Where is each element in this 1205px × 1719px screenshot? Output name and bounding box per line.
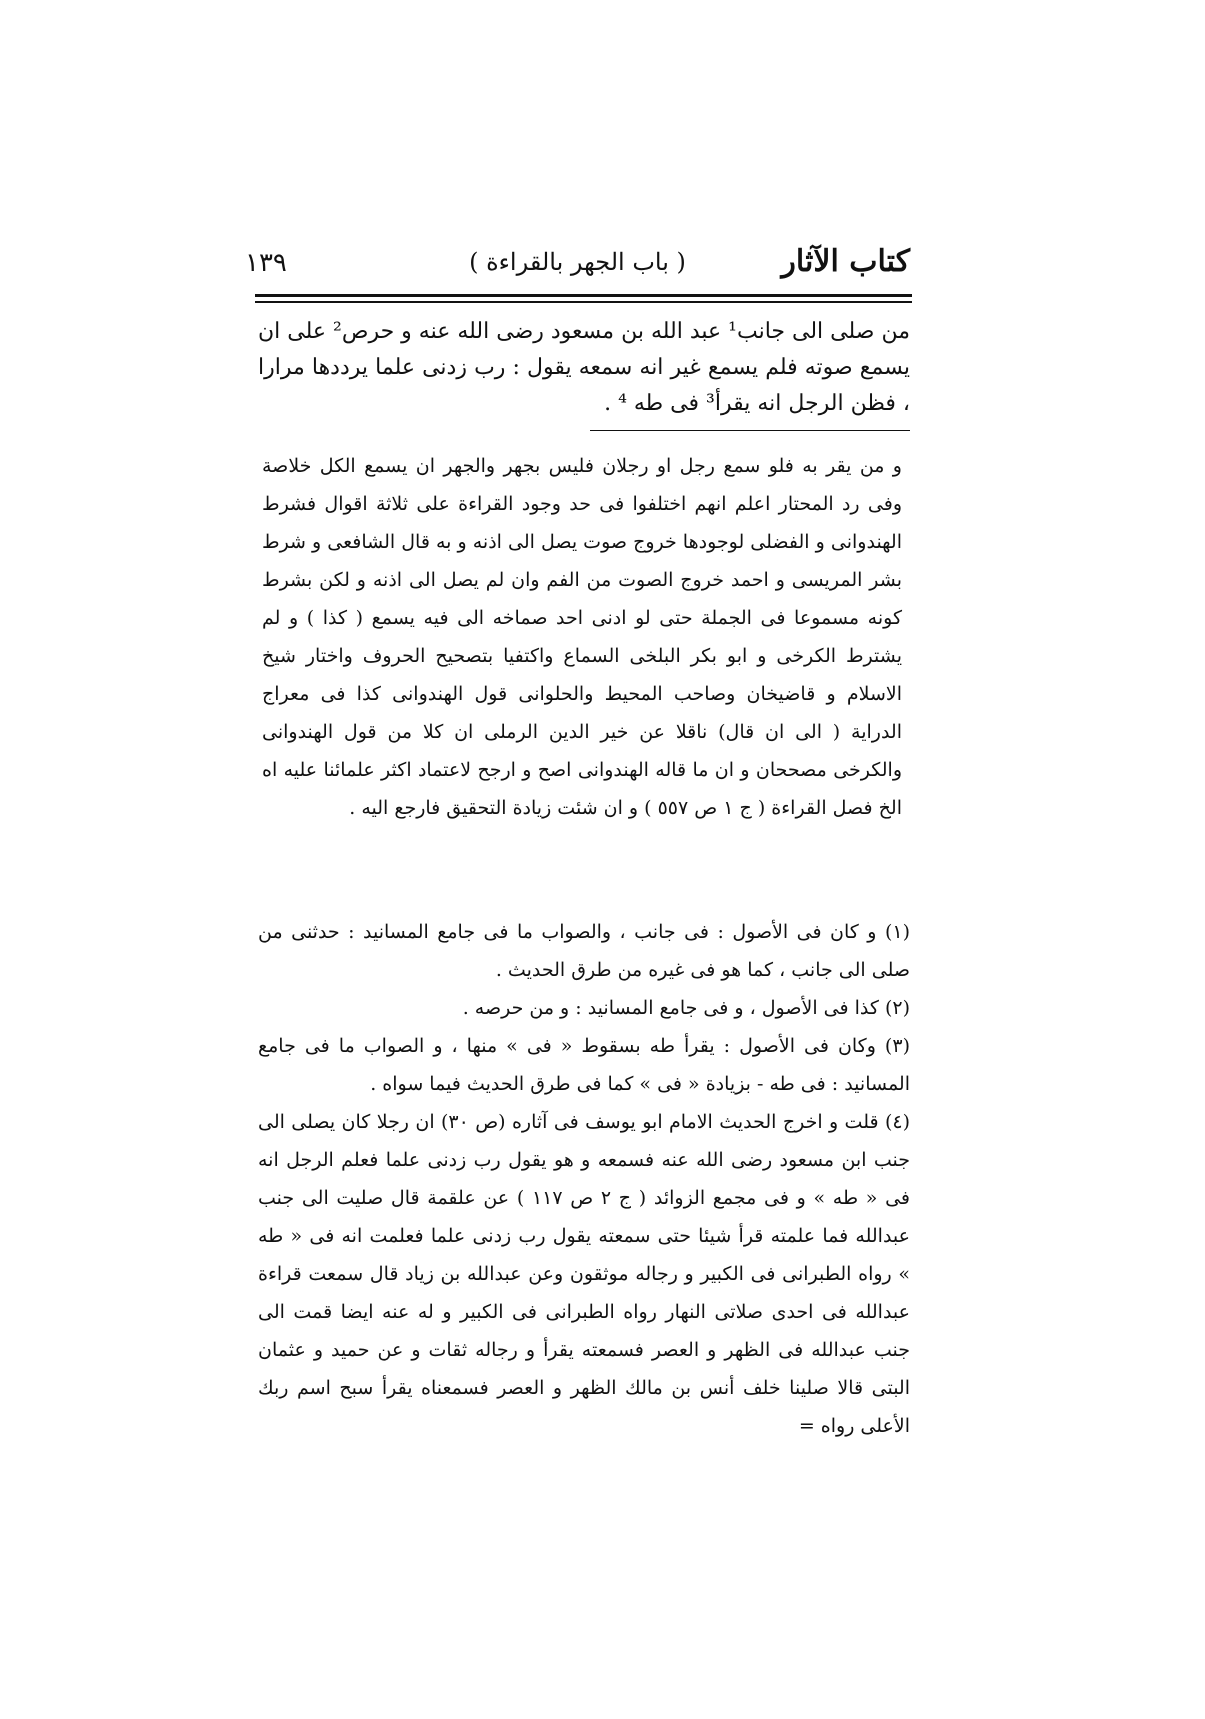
chapter-title: ( باب الجهر بالقراءة ) bbox=[469, 248, 686, 276]
footnote-1: (١) و كان فى الأصول : فى جانب ، والصواب ما فى جامع المسانيد : حدثنى من صلى الى جانب ، كما هو فى غيره من طرق الحديث . bbox=[258, 921, 910, 981]
main-text bbox=[258, 314, 910, 422]
header-rule-thin bbox=[255, 301, 912, 303]
commentary-text: و من يقر به فلو سمع رجل او رجلان فليس بجهر والجهر ان يسمع الكل خلاصة وفى رد المحتار اعلم انهم اختلفوا فى حد وجود القراءة على ثلاثة اقوال فشرط الهندوانى و الفضلى لوجودها خروج صوت يصل الى اذنه و به قال الشافعى و شرط بشر المريسى و احمد خروج الصوت من الفم وان لم يصل الى اذنه و لكن بشرط كونه مسموعا فى الجملة حتى لو ادنى احد صماخه الى فيه يسمع ( كذا ) و لم يشترط الكرخى و ابو بكر البلخى السماع واكتفيا بتصحيح الحروف واختار شيخ الاسلام و قاضيخان وصاحب المحيط والحلوانى قول الهندوانى كذا فى معراج الدراية ( الى ان قال) ناقلا عن خير الدين الرملى ان كلا من قول الهندوانى والكرخى مصححان و ان ما قاله الهندوانى اصح و ارجح لاعتماد اكثر علمائنا عليه اه الخ فصل القراءة ( ج ١ ص ٥٥٧ ) و ان شئت زيادة التحقيق فارجع اليه . bbox=[262, 455, 902, 819]
footnote-divider bbox=[590, 430, 910, 431]
footnote-4: (٤) قلت و اخرج الحديث الامام ابو يوسف فى آثاره (ص ٣٠) ان رجلا كان يصلى الى جنب ابن مسعود رضى الله عنه فسمعه و هو يقول رب زدنى علما فعلم الرجل انه فى « طه » و فى مجمع الزوائد ( ج ٢ ص ١١٧ ) عن علقمة قال صليت الى جنب عبدالله فما علمته قرأ شيئا حتى سمعته يقول رب زدنى علما فعلمت انه فى « طه » رواه الطبرانى فى الكبير و رجاله موثقون وعن عبدالله بن زياد قال سمعت قراءة عبدالله فى احدى صلاتى النهار رواه الطبرانى فى الكبير و له عنه ايضا قمت الى جنب عبدالله فى الظهر و العصر فسمعته يقرأ و رجاله ثقات و عن حميد و عثمان البتى قالا صلينا خلف أنس بن مالك الظهر و العصر فسمعناه يقرأ سبح اسم ربك الأعلى رواه = bbox=[258, 1111, 911, 1437]
header-rule-thick bbox=[255, 294, 912, 297]
page-header bbox=[245, 244, 910, 286]
book-title: كتاب الآثار bbox=[781, 244, 910, 279]
footnotes bbox=[258, 913, 910, 1445]
footnote-2: (٢) كذا فى الأصول ، و فى جامع المسانيد : و من حرصه . bbox=[462, 997, 910, 1019]
commentary bbox=[262, 447, 902, 827]
footnote-3: (٣) وكان فى الأصول : يقرأ طه بسقوط « فى » منها ، و الصواب ما فى جامع المسانيد : فى طه - بزيادة « فى » كما فى طرق الحديث فيما سواه . bbox=[258, 1035, 910, 1095]
page-number: ١٣٩ bbox=[245, 248, 287, 278]
hadith-text: من صلى الى جانب¹ عبد الله بن مسعود رضى الله عنه و حرص² على ان يسمع صوته فلم يسمع غير انه سمعه يقول : رب زدنى علما يرددها مرارا ، فظن الرجل انه يقرأ³ فى طه ⁴ . bbox=[258, 319, 910, 416]
